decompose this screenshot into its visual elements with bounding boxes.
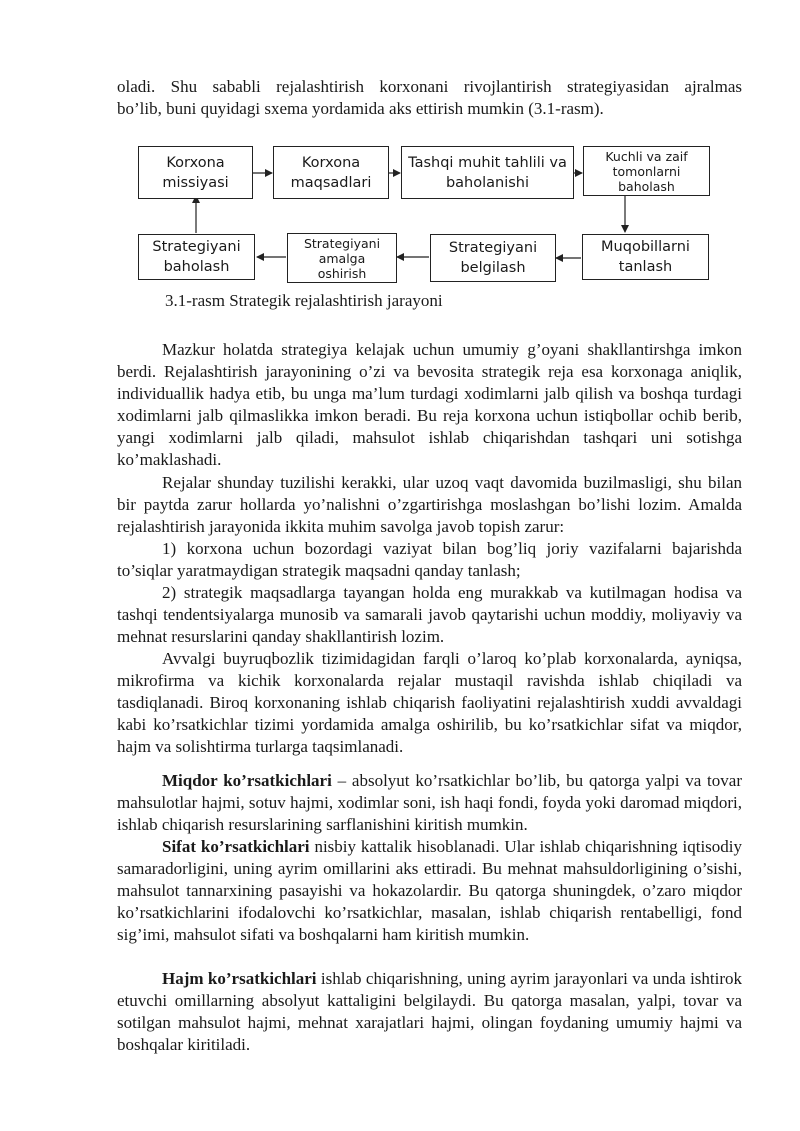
term-quantity-indicators: Miqdor ko’rsatkichlari	[162, 771, 332, 790]
paragraph-7	[117, 836, 742, 946]
box-implement-strategy-label: Strategiyani amalga oshirish	[303, 235, 381, 281]
figure-caption: 3.1-rasm Strategik rejalashtirish jarayoni	[165, 291, 443, 310]
box-external-analysis-label: Tashqi muhit tahlili va baholanishi	[408, 154, 567, 191]
paragraph-1: Mazkur holatda strategiya kelajak uchun umumiy g’oyani shakllantirshga imkon berdi. Rejalashtirish jarayonining o’zi va bevosita strategik reja esa korxonaga aniqlik, individuallik hadya etib, bu unga ma’lum turdagi xodimlarni jalb qilish va boshqa turdagi xodimlarni jalb qilmaslikka imkon beradi. Bu reja korxona uchun istiqbollar ochib berib, yangi xodimlarni jalb qiladi, mahsulot ishlab chiqarishdan tashqari uni sotishga ko’maklashadi.	[117, 340, 742, 470]
paragraph-2: Rejalar shunday tuzilishi kerakki, ular uzoq vaqt davomida buzilmasligi, shu bilan bir paytda zarur hollarda yo’nalishni o’zgartirishga moslashgan bo’lishi lozim. Amalda rejalashtirish jarayonida ikkita muhim savolga javob topish zarur:	[117, 473, 742, 537]
box-define-strategy	[430, 234, 556, 282]
paragraph-6	[117, 770, 742, 836]
box-external-analysis	[401, 146, 574, 199]
paragraph-5: Avvalgi buyruqbozlik tizimidagidan farqli o’laroq ko’plab korxonalarda, ayniqsa, mikrofirma va kichik korxonalarda rejalar mustaqil ravishda ishlab chiqiladi va tasdiqlanadi. Biroq korxonaning ishlab chiqarish faoliyatini rejalashtirish xuddi avvaldagi kabi ko’rsatkichlar tizimi yordamida amalga oshirilib, bu ko’rsatkichlar sifat va miqdor, hajm va solishtirma turlarga taqsimlanadi.	[117, 649, 742, 757]
paragraph-6-text: – absolyut ko’rsatkichlar bo’lib, bu qatorga yalpi va tovar mahsulotlar hajmi, sotuv hajmi, xodimlar soni, ish haqi fondi, foyda yoki daromad miqdori, ishlab chiqarish resurslarining sarflanishini kiritish mumkin.	[117, 771, 742, 835]
paragraph-4: 2) strategik maqsadlarga tayangan holda eng murakkab va kutilmagan hodisa va tashqi tendentsiyalarga munosib va samarali javob qaytarishi uchun moddiy, moliyaviy va mehnat resurslarini qanday shakllantirish lozim.	[117, 583, 742, 647]
paragraph-3: 1) korxona uchun bozordagi vaziyat bilan bog’liq joriy vazifalarni bajarishda to’siqlar yaratmaydigan strategik maqsadni qanday tanlash;	[117, 539, 742, 581]
box-mission	[138, 146, 253, 199]
strategic-planning-diagram	[0, 0, 800, 320]
paragraph-8	[117, 968, 742, 1056]
intro-line-2: bo’lib, buni quyidagi sxema yordamida aks ettirish mumkin (3.1-rasm).	[117, 99, 604, 119]
box-mission-label: Korxona missiyasi	[162, 154, 229, 191]
paragraph-8-text: ishlab chiqarishning, uning ayrim jarayonlari va unda ishtirok etuvchi omillarning absolyut kattaligini belgilaydi. Bu qatorga masalan, yalpi, tovar va sotilgan mahsulot hajmi, mehnat xarajatlari hajmi, olingan foydaning umumiy hajmi va boshqalar kiritiladi.	[117, 969, 743, 1055]
box-evaluate-strategy-label: Strategiyani baholash	[152, 239, 241, 275]
box-define-strategy-label: Strategiyani belgilash	[448, 240, 538, 276]
box-alternatives-label: Muqobillarni tanlash	[601, 239, 690, 275]
term-volume-indicators: Hajm ko’rsatkichlari	[162, 969, 317, 988]
box-swot-label: Kuchli va zaif tomonlarni baholash	[605, 148, 688, 194]
term-quality-indicators: Sifat ko’rsatkichlari	[162, 837, 310, 856]
box-implement-strategy	[287, 233, 397, 283]
intro-line-1: oladi. Shu sababli rejalashtirish korxonani rivojlantirish strategiyasidan ajralmas	[117, 77, 742, 96]
paragraph-7-text: nisbiy kattalik hisoblanadi. Ular ishlab chiqarishning iqtisodiy samaradorligini, uning ayrim omillarini aks ettiradi. Bu mehnat mahsuldorligining o’sishi, mahsulot tannarxining pasayishi va hokazolardir. Bu qatorga shuningdek, o’zaro miqdor ko’rsatkichlarini ifodalovchi ko’rsatkichlar, masalan, ishlab chiqarish rentabelligi, fond sig’imi, mahsulot sifati va boshqalarni ham kiritish mumkin.	[117, 837, 743, 945]
box-alternatives	[582, 234, 709, 280]
box-swot	[583, 146, 710, 196]
box-evaluate-strategy	[138, 234, 255, 280]
box-goals	[273, 146, 389, 199]
box-goals-label: Korxona maqsadlari	[290, 154, 372, 191]
